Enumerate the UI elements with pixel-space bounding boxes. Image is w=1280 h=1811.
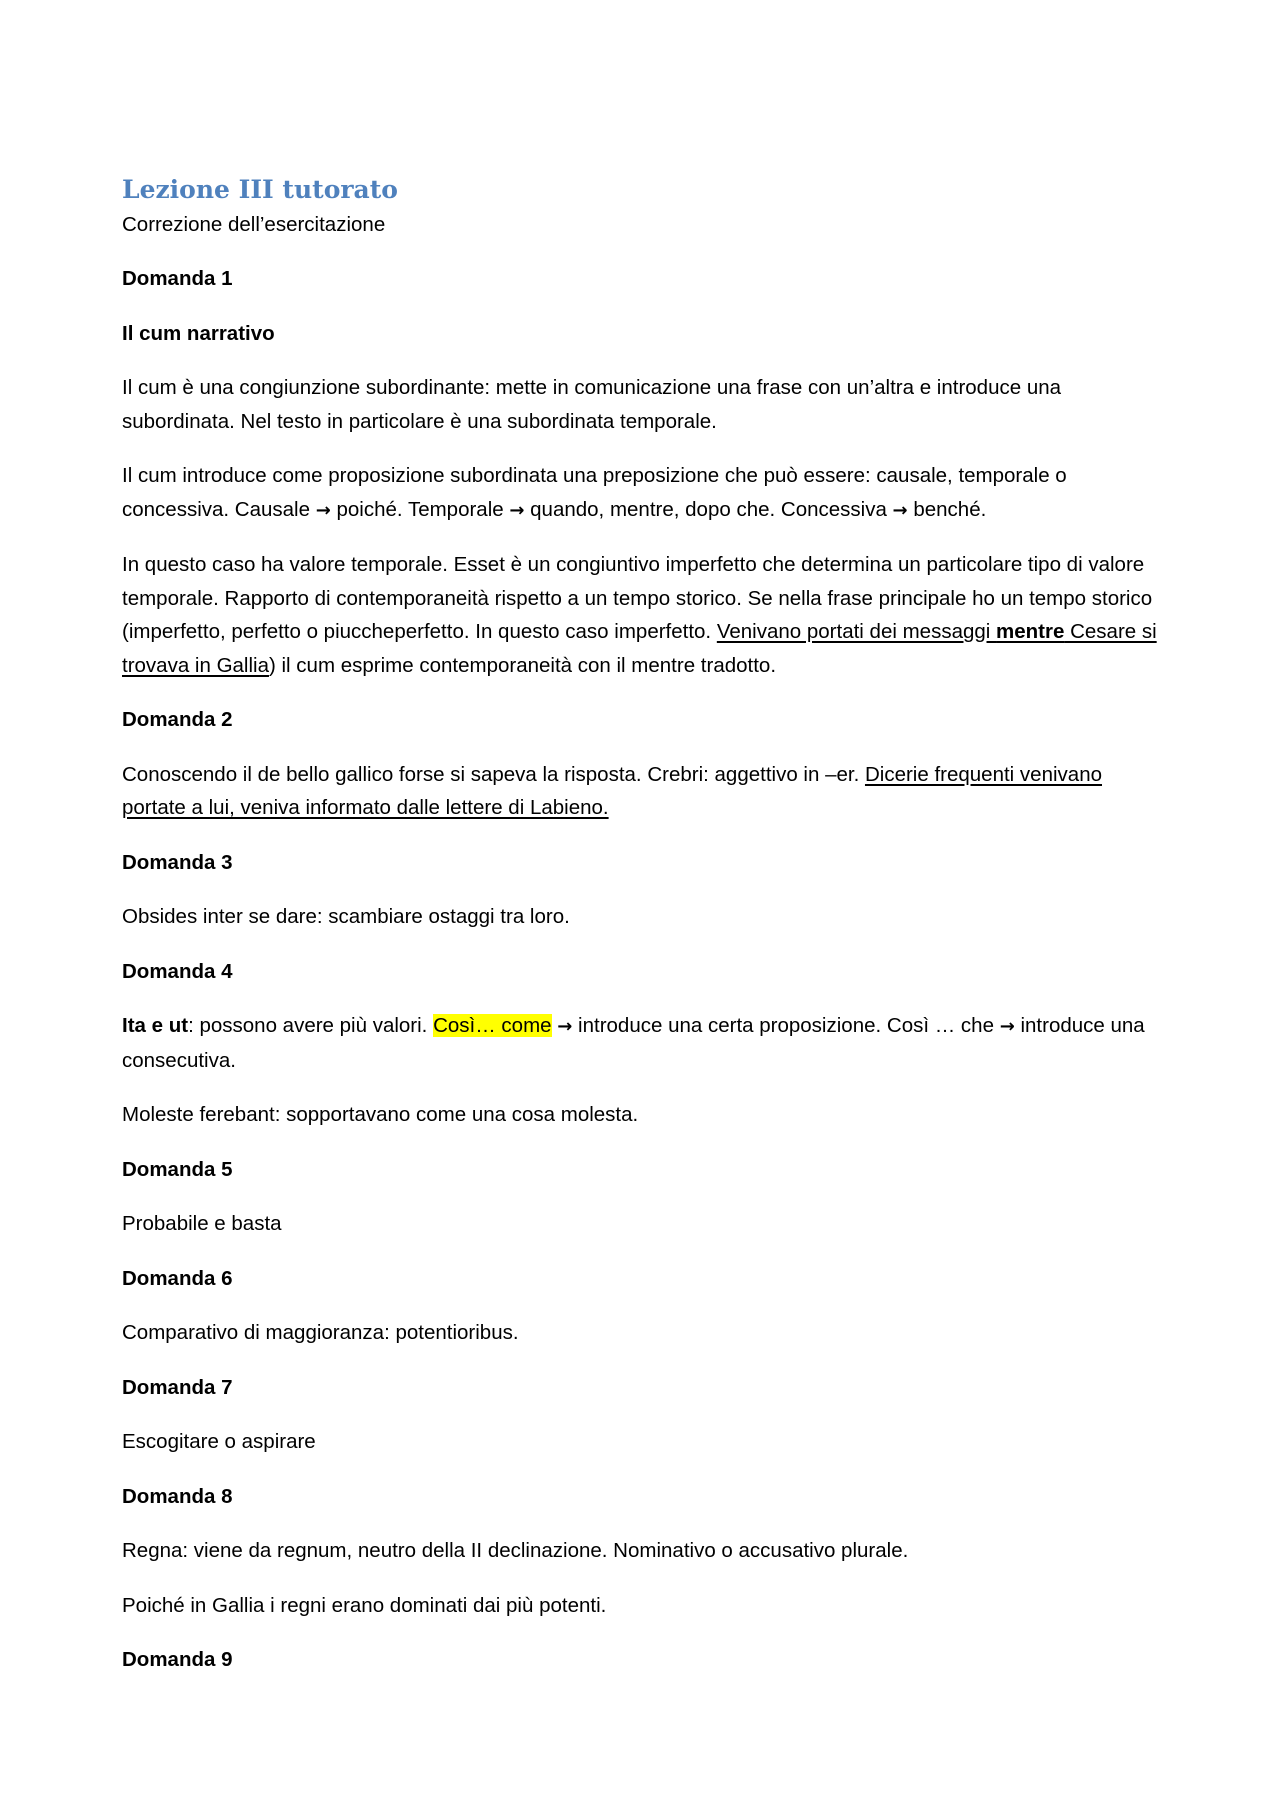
paragraph-d1-2 <box>122 459 1162 527</box>
highlighted-text: Così… come <box>433 1014 552 1037</box>
question-heading-1: Domanda 1 <box>122 267 233 290</box>
arrow-icon: → <box>557 1016 573 1037</box>
paragraph-d5-1: Probabile e basta <box>122 1212 282 1235</box>
text-run: introduce una consecutiva. <box>122 1014 1145 1072</box>
text-run: Il cum introduce come proposizione subordinata una preposizione che può essere: causale, temporale o concessiva. Causale <box>122 464 1067 521</box>
paragraph-d3-1: Obsides inter se dare: scambiare ostaggi tra loro. <box>122 905 570 928</box>
question-heading-5: Domanda 5 <box>122 1157 233 1181</box>
subheading-cum-narrativo: Il cum narrativo <box>122 321 275 345</box>
question-heading-6: Domanda 6 <box>122 1266 233 1290</box>
text-run: poiché. Temporale <box>330 497 510 521</box>
question-heading-7: Domanda 7 <box>122 1375 233 1399</box>
underlined-text: Cesare si trovava in Gallia <box>122 620 1157 677</box>
question-heading-8: Domanda 8 <box>122 1484 233 1508</box>
text-run: introduce una certa proposizione. Così … che <box>572 1014 1000 1037</box>
text-run: : possono avere più valori. <box>188 1014 434 1037</box>
paragraph-d6-1: Comparativo di maggioranza: potentioribus. <box>122 1321 519 1344</box>
text-run: ) il cum esprime contemporaneità con il mentre tradotto. <box>268 653 777 677</box>
paragraph-d1-3 <box>122 548 1162 682</box>
document-title: Lezione III tutorato <box>122 175 398 204</box>
underlined-text: Venivano portati dei messaggi <box>716 620 997 643</box>
paragraph-d7-1: Escogitare o aspirare <box>122 1430 316 1453</box>
underlined-text: Dicerie frequenti venivano portate a lui, veniva informato dalle lettere di Labieno. <box>122 762 1102 819</box>
paragraph-d1-1: Il cum è una congiunzione subordinante: mette in comunicazione una frase con un’altra e introduce una subordinata. Nel testo in particolare è una subordinata temporale. <box>122 376 1062 433</box>
bold-text: Ita e ut <box>122 1014 189 1037</box>
text-run: In questo caso ha valore temporale. Esset è un congiuntivo imperfetto che determina un particolare tipo di valore temporale. Rapporto di contemporaneità rispetto a un tempo storico. Se nella frase principale ho un tempo storico (imperfetto, perfetto o piuccheperfetto. In questo caso imperfetto. <box>122 553 1153 643</box>
arrow-icon: → <box>315 499 331 521</box>
document-subtitle: Correzione dell’esercitazione <box>122 213 386 236</box>
question-heading-2: Domanda 2 <box>122 708 233 731</box>
paragraph-d8-2: Poiché in Gallia i regni erano dominati dai più potenti. <box>122 1593 607 1617</box>
question-heading-9: Domanda 9 <box>122 1648 233 1671</box>
text-run: quando, mentre, dopo che. Concessiva <box>524 497 893 521</box>
question-heading-3: Domanda 3 <box>122 850 233 874</box>
arrow-icon: → <box>892 499 908 521</box>
paragraph-d4-2: Moleste ferebant: sopportavano come una cosa molesta. <box>122 1103 639 1126</box>
arrow-icon: → <box>999 1016 1015 1037</box>
underlined-bold-text: mentre <box>996 620 1065 643</box>
paragraph-d4-1 <box>122 1009 1162 1077</box>
arrow-icon: → <box>509 499 525 521</box>
text-run: benché. <box>907 497 987 521</box>
paragraph-d2-1 <box>122 758 1162 825</box>
paragraph-d8-1: Regna: viene da regnum, neutro della II declinazione. Nominativo o accusativo plurale. <box>122 1539 909 1562</box>
document-body <box>122 172 1162 1698</box>
question-heading-4: Domanda 4 <box>122 959 233 983</box>
text-run: Conoscendo il de bello gallico forse si sapeva la risposta. Crebri: aggettivo in –er. <box>122 762 865 786</box>
